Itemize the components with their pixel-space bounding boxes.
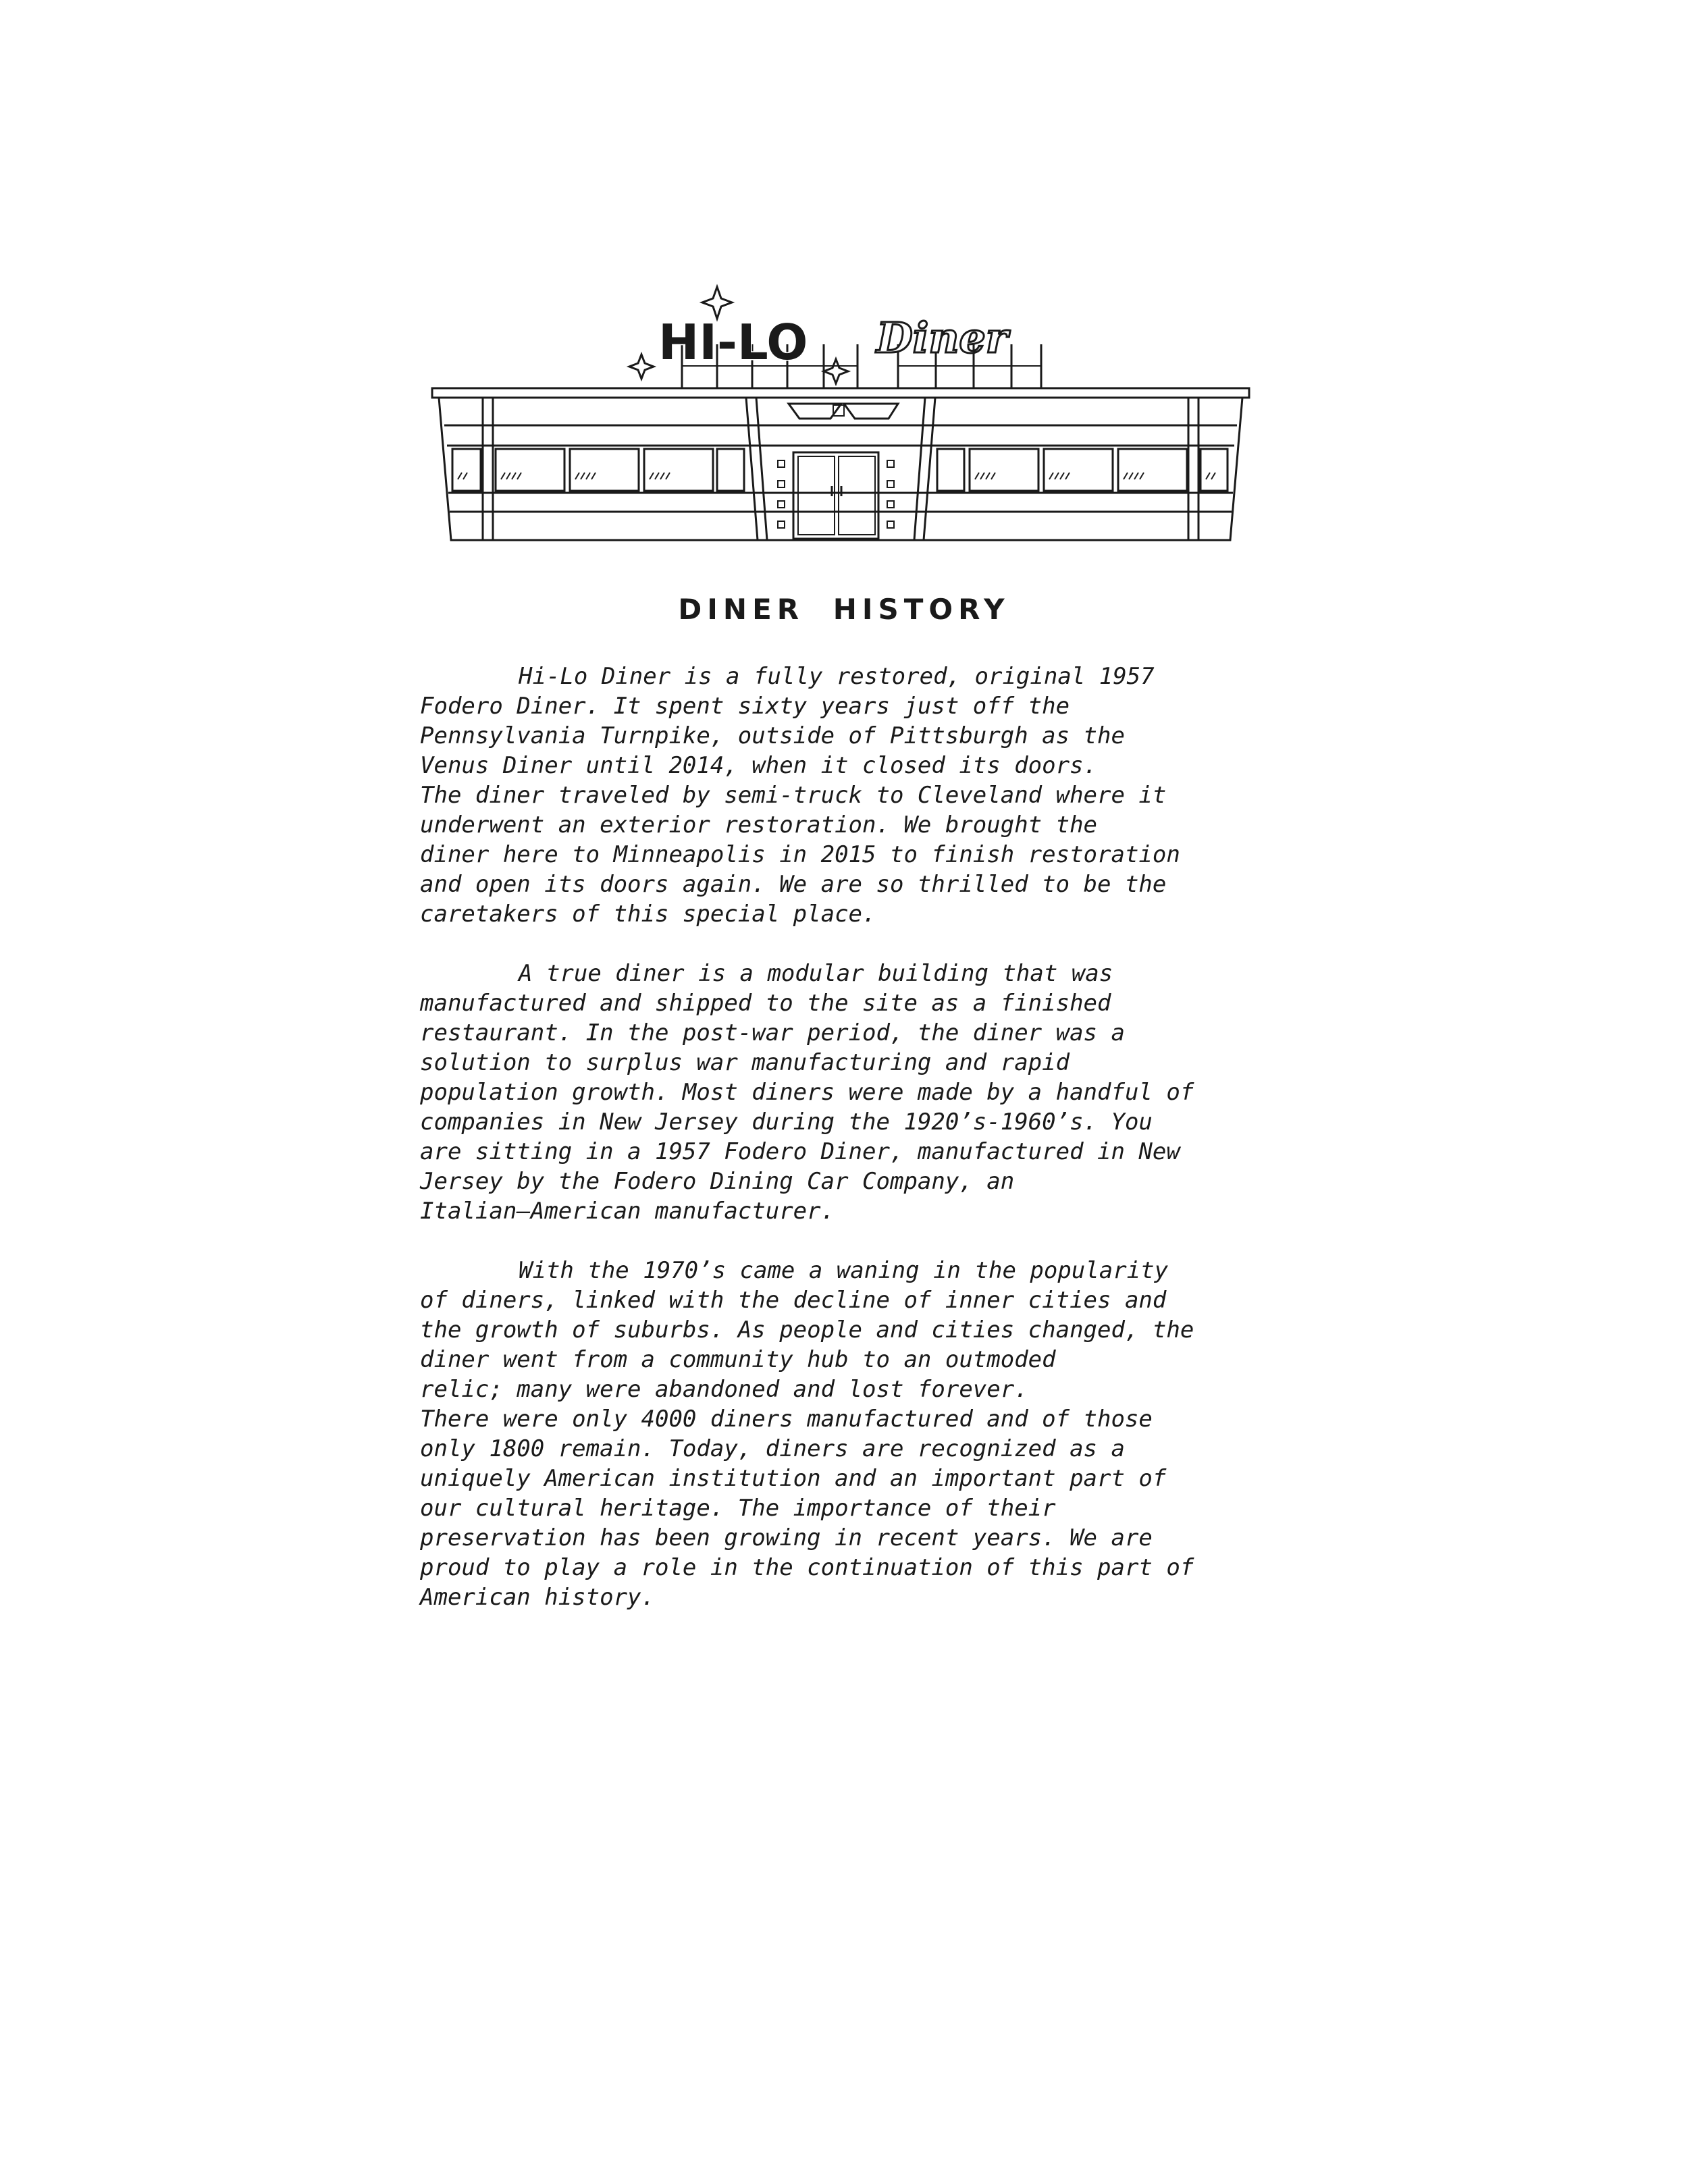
building-body	[439, 398, 1242, 540]
sparkle-icon	[629, 354, 654, 379]
paragraph: A true diner is a modular building that was manufactured and shipped to the site as a finished restaurant. In the post-war period, the diner was a solution to surplus war manufacturing and rapid population growth. Most diners were made by a handful of companies in New Jersey during the 1920’s-1960’s. You are sitting in a 1957 Fodero Diner, manufactured in New Jersey by the Fodero Dining Car Company, an Italian—American manufacturer.	[420, 960, 1194, 1225]
page-title: DINER HISTORY	[678, 593, 1010, 626]
roof	[432, 388, 1249, 398]
logo-diner: Diner	[876, 313, 1008, 363]
windows	[452, 449, 1228, 491]
logo-hilo: HI-LO	[658, 314, 808, 371]
paragraph: Hi-Lo Diner is a fully restored, original 1957 Fodero Diner. It spent sixty years just off the Pennsylvania Turnpike, outside of Pittsburgh as the Venus Diner until 2014, when it closed its doors. The diner traveled by semi-truck to Cleveland where it underwent an exterior restoration. We brought the diner here to Minneapolis in 2015 to finish restoration and open its doors again. We are so thrilled to be the caretakers of this special place.	[420, 663, 1180, 928]
sparkle-icon	[824, 359, 848, 383]
entrance-doors	[778, 404, 898, 539]
diner-building-illustration	[425, 284, 1256, 554]
paragraph: With the 1970’s came a waning in the popularity of diners, linked with the decline of inner cities and the growth of suburbs. As people and cities changed, the diner went from a community hub to an outmoded relic; many were abandoned and lost forever. There were only 4000 diners manufactured and of those only 1800 remain. Today, diners are recognized as a uniquely American institution and an important part of our cultural heritage. The importance of their preservation has been growing in recent years. We are proud to play a role in the continuation of this part of American history.	[420, 1257, 1194, 1611]
history-text	[420, 662, 1311, 1642]
